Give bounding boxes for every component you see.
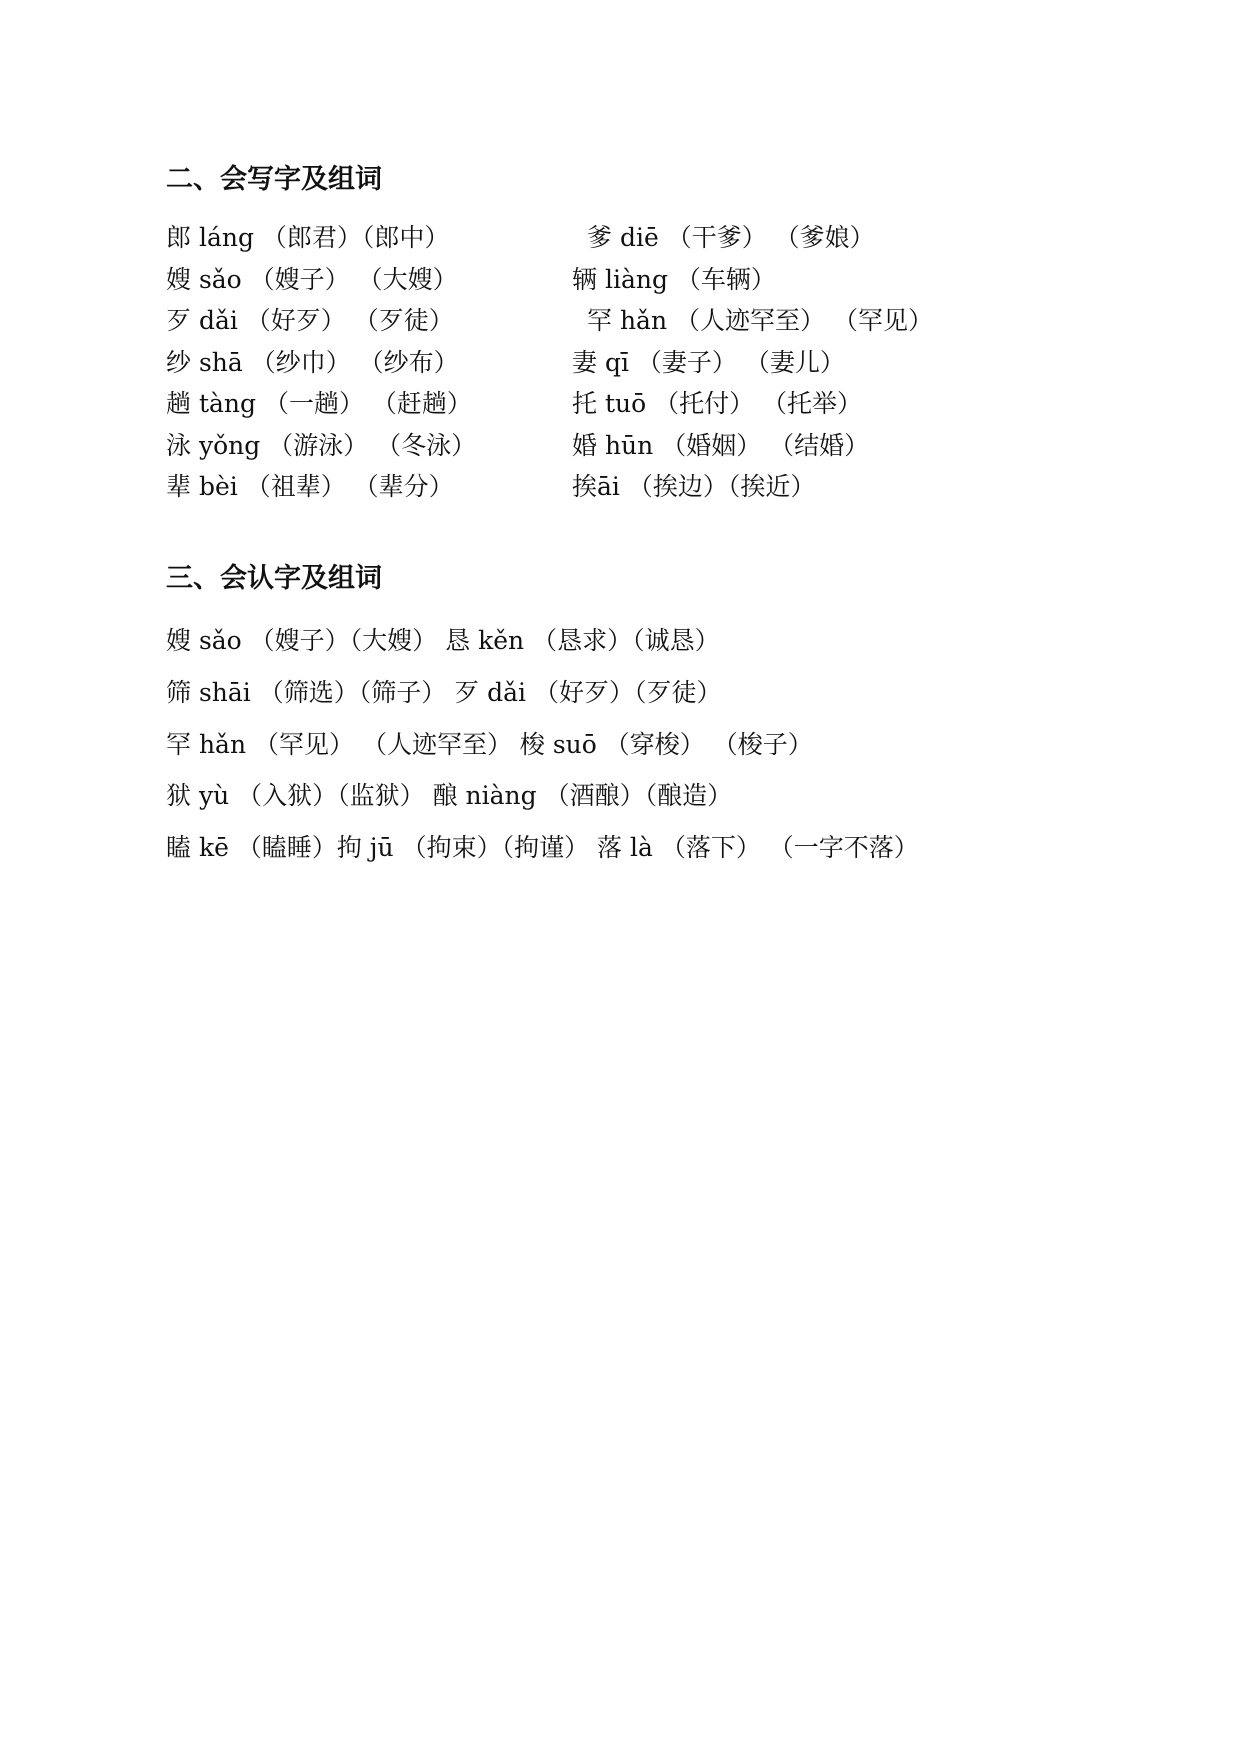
write-entry-sao: 嫂 sǎo （嫂子） （大嫂）	[166, 265, 458, 294]
write-entry-liang: 辆 liàng （车辆）	[572, 265, 776, 294]
section-read-heading: 三、会认字及组词	[166, 563, 382, 594]
write-entry-die: 爹 diē （干爹） （爹娘）	[587, 223, 875, 252]
read-line-5: 瞌 kē （瞌睡）拘 jū （拘束）（拘谨） 落 là （落下） （一字不落）	[166, 833, 919, 862]
write-entry-han: 罕 hǎn （人迹罕至） （罕见）	[587, 306, 933, 335]
write-entry-lang: 郎 láng （郎君）（郎中）	[166, 223, 450, 252]
write-entry-bei: 辈 bèi （祖辈） （辈分）	[166, 472, 454, 501]
write-entry-hun: 婚 hūn （婚姻） （结婚）	[572, 431, 870, 460]
write-entry-yong: 泳 yǒng （游泳） （冬泳）	[166, 431, 477, 460]
write-entry-tang: 趟 tàng （一趟） （赶趟）	[166, 389, 472, 418]
read-line-1: 嫂 sǎo （嫂子）（大嫂） 恳 kěn （恳求）（诚恳）	[166, 626, 720, 655]
write-entry-dai: 歹 dǎi （好歹） （歹徒）	[166, 306, 454, 335]
read-line-2: 筛 shāi （筛选）（筛子） 歹 dǎi （好歹）（歹徒）	[166, 678, 722, 707]
read-line-4: 狱 yù （入狱）（监狱） 酿 niàng （酒酿）（酿造）	[166, 781, 733, 810]
write-entry-tuo: 托 tuō （托付） （托举）	[572, 389, 863, 418]
write-entry-ai: 挨āi （挨边）（挨近）	[572, 472, 816, 501]
write-entry-sha: 纱 shā （纱巾） （纱布）	[166, 348, 459, 377]
read-line-3: 罕 hǎn （罕见） （人迹罕至） 梭 suō （穿梭） （梭子）	[166, 730, 813, 759]
section-write-heading: 二、会写字及组词	[166, 164, 382, 195]
write-entry-qi: 妻 qī （妻子） （妻儿）	[572, 348, 845, 377]
